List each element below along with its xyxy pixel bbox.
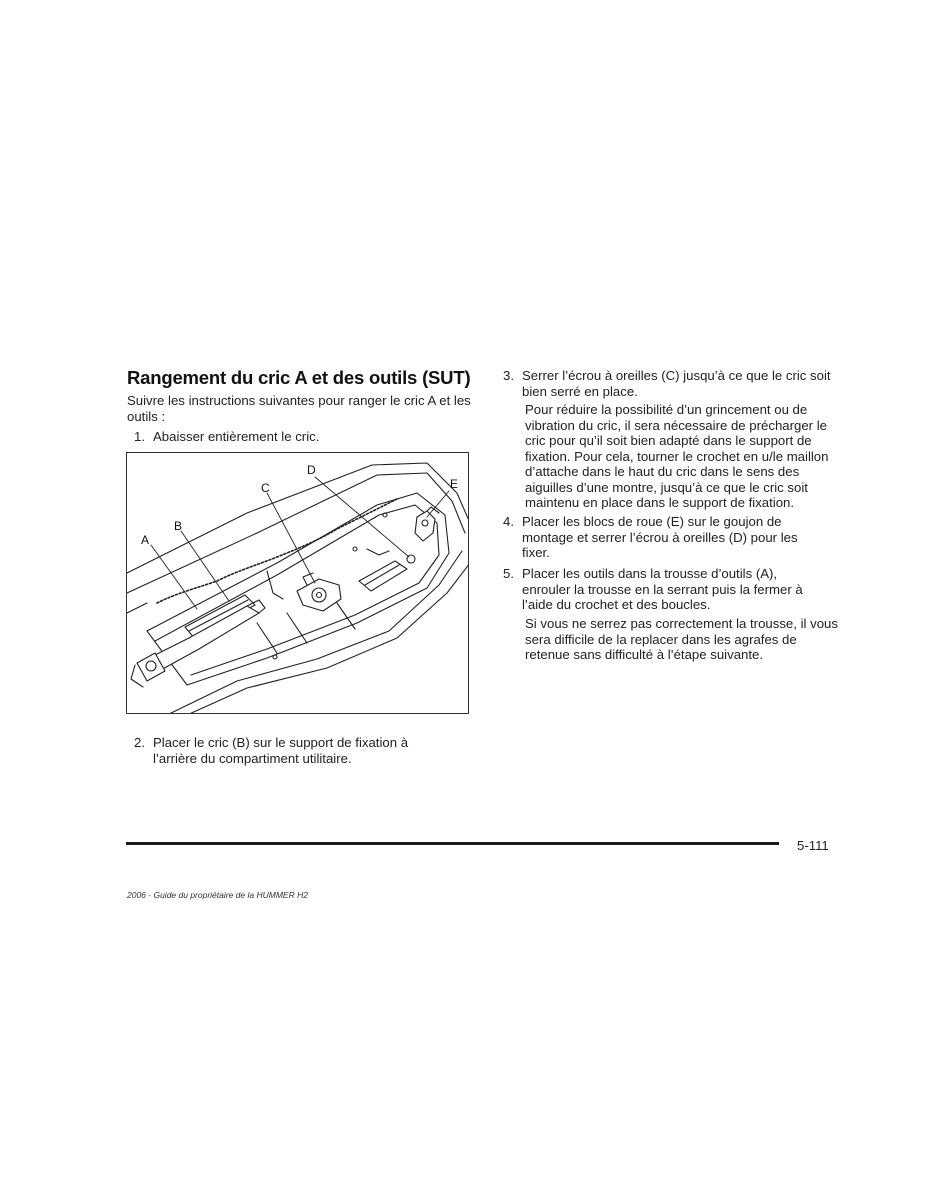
- step-3-note: Pour réduire la possibilité d’un grincement ou de vibration du cric, il sera nécessaire de précharger le cric pour qu’il soit bien adapté dans le support de fixation. Pour cela, tourner le crochet en u/le maillon d’attache dans le haut du cric dans le sens des aiguilles d’une montre, jusqu’à ce que le cric soit maintenu en place dans le support de fixation.: [525, 402, 829, 510]
- step-number: 5.: [503, 566, 514, 581]
- step-number: 2.: [134, 735, 145, 750]
- step-text: Serrer l’écrou à oreilles (C) jusqu’à ce que le cric soit bien serré en place.: [522, 368, 831, 399]
- step-text: Placer les blocs de roue (E) sur le goujon de montage et serrer l’écrou à oreilles (D) pour les fixer.: [522, 514, 798, 560]
- section-title: Rangement du cric A et des outils (SUT): [127, 367, 471, 388]
- step-number: 3.: [503, 368, 514, 383]
- footer-text: 2006 - Guide du propriétaire de la HUMMER H2: [127, 890, 308, 900]
- step-number: 4.: [503, 514, 514, 529]
- step-5-note: Si vous ne serrez pas correctement la trousse, il vous sera difficile de la replacer dans les agrafes de retenue sans difficulté à l’étape suivante.: [525, 616, 838, 662]
- intro-paragraph: Suivre les instructions suivantes pour ranger le cric A et les outils :: [127, 393, 471, 424]
- step-text: Abaisser entièrement le cric.: [153, 429, 320, 444]
- step-number: 1.: [134, 429, 145, 444]
- footer-rule: [126, 842, 779, 845]
- jack-storage-illustration: [126, 452, 469, 714]
- callout-label-d: D: [307, 463, 316, 477]
- step-text: Placer les outils dans la trousse d’outils (A), enrouler la trousse en la serrant puis la fermer à l’aide du crochet et des boucles.: [522, 566, 803, 612]
- step-text: Placer le cric (B) sur le support de fixation à l’arrière du compartiment utilitaire.: [153, 735, 409, 766]
- illustration-drawing: [127, 453, 469, 714]
- callout-label-e: E: [450, 477, 459, 491]
- callout-label-c: C: [261, 481, 270, 495]
- page-number: 5-111: [797, 838, 829, 853]
- callout-label-b: B: [174, 519, 183, 533]
- callout-label-a: A: [141, 533, 150, 547]
